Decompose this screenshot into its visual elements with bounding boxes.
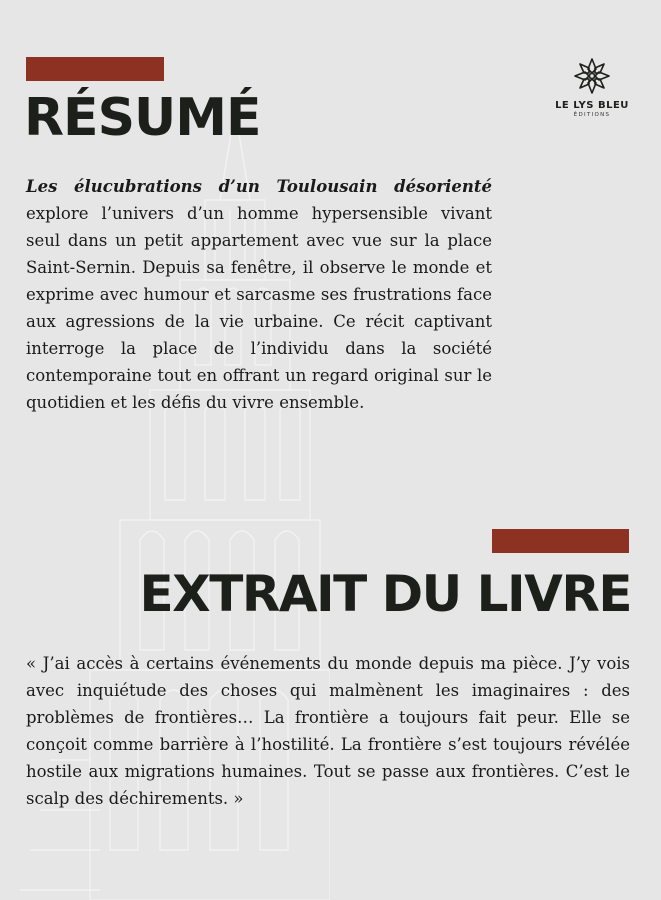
accent-bar-summary xyxy=(26,57,164,81)
excerpt-paragraph: « J’ai accès à certains événements du monde depuis ma pièce. J’y vois avec inquiétude des choses qui malmènent les imaginaires : des problèmes de frontières… La frontière a toujours fait peur. Elle se conçoit comme barrière à l’hostilité. La frontière s’est toujours révélée hostile aux migrations humaines. Tout se passe aux frontières. C’est le scalp des déchirements. » xyxy=(26,654,630,808)
summary-paragraph xyxy=(26,173,492,416)
publisher-subtitle: ÉDITIONS xyxy=(573,112,611,118)
accent-bar-excerpt xyxy=(492,529,629,553)
summary-heading: RÉSUMÉ xyxy=(24,88,261,148)
publisher-logo xyxy=(544,56,640,118)
publisher-name: LE LYS BLEU xyxy=(555,100,629,111)
summary-text: explore l’univers d’un homme hypersensible vivant seul dans un petit appartement avec vue sur la place Saint-Sernin. Depuis sa fenêtre, il observe le monde et exprime avec humour et sarcasme ses frustrations face aux agressions de la vie urbaine. Ce récit captivant interroge la place de l’individu dans la société contemporaine tout en offrant un regard original sur le quotidien et les défis du vivre ensemble. xyxy=(26,204,492,412)
lily-flower-icon xyxy=(572,56,612,96)
excerpt-heading: EXTRAIT DU LIVRE xyxy=(139,565,631,623)
book-title: Les élucubrations d’un Toulousain désorienté xyxy=(26,177,492,196)
